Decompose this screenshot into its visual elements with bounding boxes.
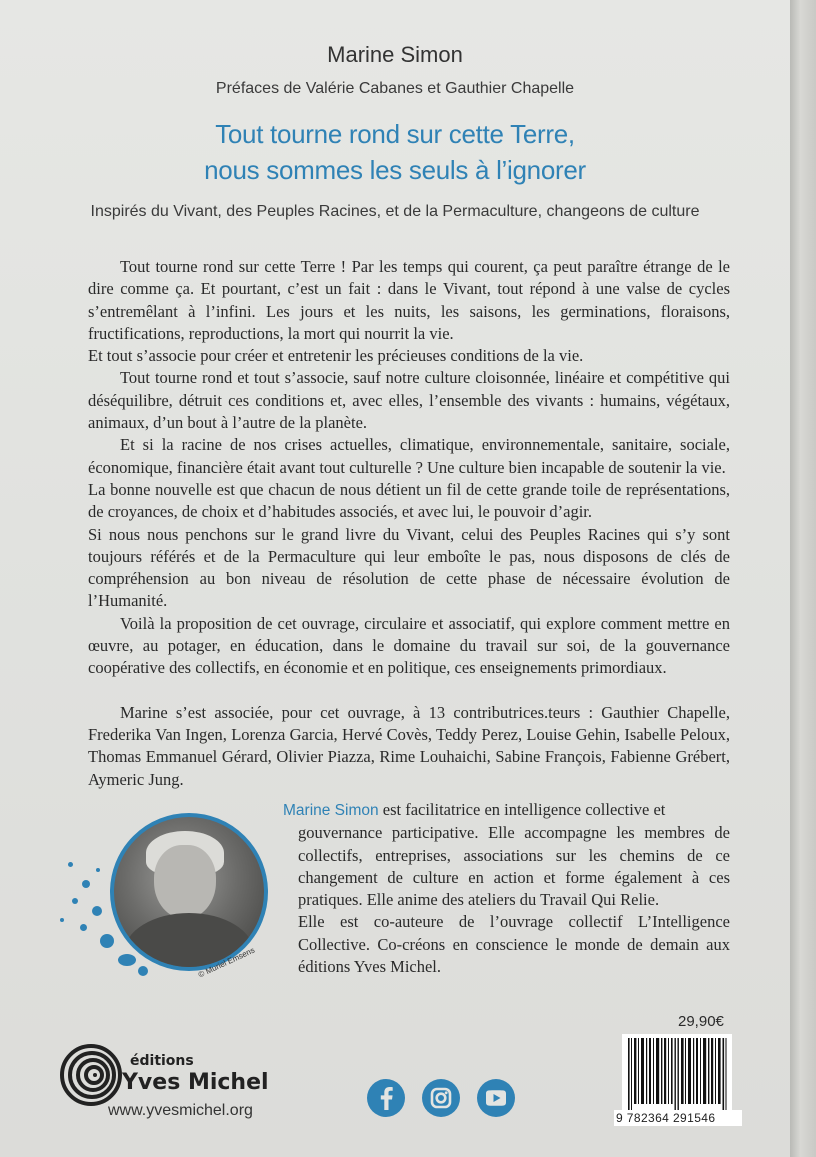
book-subtitle: Inspirés du Vivant, des Peuples Racines, et de la Permaculture, changeons de culture: [90, 203, 700, 220]
instagram-icon[interactable]: [421, 1078, 461, 1118]
blurb-paragraph: Et si la racine de nos crises actuelles, climatique, environnementale, sanitaire, sociale, économique, financière était avant tout culturelle ? Une culture bien incapable de soutenir la vie.: [88, 435, 730, 477]
bio-paragraph: Marine Simon est facilitatrice en intelligence collective et: [283, 800, 666, 819]
blurb-paragraph: Tout tourne rond sur cette Terre ! Par les temps qui courent, ça peut paraître étrange de le dire comme ça. Et pourtant, c’est un fait : dans le Vivant, tout répond à une valse de cycles s’entremêlant à l’infini. Les jours et les nuits, les saisons, les germinations, floraisons, fructifications, reproductions, la mort qui nourrit la vie.: [88, 257, 730, 343]
author-name: Marine Simon: [327, 42, 463, 67]
publisher-url[interactable]: www.yvesmichel.org: [108, 1102, 253, 1119]
isbn-number: 9 782364 291546: [614, 1110, 742, 1126]
decorative-dot: [100, 934, 114, 948]
blurb-paragraph: Si nous nous penchons sur le grand livre du Vivant, celui des Peuples Racines qui s’y sont toujours référés et de la Permaculture qui leur emboîte le pas, nous disposons de clés de compréhension au bon niveau de résolution de cette phase de nécessaire évolution de l’Humanité.: [88, 524, 730, 611]
photo-credit: © Muriel Emsens: [196, 945, 257, 980]
decorative-dot: [92, 906, 102, 916]
decorative-dot: [72, 898, 78, 904]
blurb-paragraph: Tout tourne rond et tout s’associe, sauf notre culture cloisonnée, linéaire et compétitive qui déséquilibre, détruit ces conditions et, avec elles, l’ensemble des vivants : humains, végétaux, animaux, d’un bout à l’autre de la planète.: [88, 368, 730, 433]
publisher-name: Yves Michel: [122, 1070, 269, 1095]
spiral-logo-icon: [60, 1044, 122, 1106]
decorative-dot: [96, 868, 100, 872]
bio-paragraph: gouvernance participative. Elle accompagne les membres de collectifs, entreprises, associations sur les chemins de ce changement de culture en action et forme également à ces pratiques. Elle anime des ateliers du Travail Qui Relie.: [298, 823, 730, 910]
decorative-dot: [60, 918, 64, 922]
book-edge: [790, 0, 816, 1157]
blurb: [88, 256, 730, 791]
facebook-icon[interactable]: [366, 1078, 406, 1118]
book-title: [0, 116, 790, 188]
blurb-paragraph: Et tout s’associe pour créer et entretenir les précieuses conditions de la vie.: [88, 346, 584, 366]
bio-paragraph: Elle est co-auteure de l’ouvrage collectif L’Intelligence Collective. Co-créons en conscience le monde de demain aux éditions Yves Michel.: [298, 912, 730, 977]
youtube-icon[interactable]: [476, 1078, 516, 1118]
blurb-paragraph: La bonne nouvelle est que chacun de nous détient un fil de cette grande toile de représentations, de croyances, de choix et d’habitudes associés, et avec lui, le pouvoir d’agir.: [88, 479, 730, 522]
blurb-paragraph: Voilà la proposition de cet ouvrage, circulaire et associatif, qui explore comment mettre en œuvre, au potager, en éducation, dans le domaine du travail sur soi, de la gouvernance coopérative des collectifs, en économie et en politique, ces enseignements primordiaux.: [88, 613, 730, 678]
contributors-paragraph: Marine s’est associée, pour cet ouvrage, à 13 contributrices.teurs : Gauthier Chapelle, Frederika Van Ingen, Lorenza Garcia, Hervé Covès, Teddy Perez, Louise Gehin, Isabelle Peloux, Thomas Emmanuel Gérard, Olivier Piazza, Rime Louhaichi, Sabine François, Fabienne Grébert, Aymeric Jung.: [88, 702, 730, 789]
decorative-dot: [80, 924, 87, 931]
bio-author-name: Marine Simon: [283, 802, 379, 819]
price-label: 29,90€: [678, 1013, 724, 1030]
author-bio: [283, 799, 730, 978]
decorative-dot: [82, 880, 90, 888]
decorative-dot: [138, 966, 148, 976]
publisher-label: éditions: [130, 1053, 194, 1069]
barcode: [622, 1034, 732, 1110]
title-line-1: Tout tourne rond sur cette Terre,: [215, 119, 575, 149]
decorative-dot: [68, 862, 73, 867]
author-photo: [110, 813, 268, 971]
prefaces-line: Préfaces de Valérie Cabanes et Gauthier Chapelle: [215, 80, 575, 97]
title-line-2: nous sommes les seuls à l’ignorer: [204, 155, 586, 185]
